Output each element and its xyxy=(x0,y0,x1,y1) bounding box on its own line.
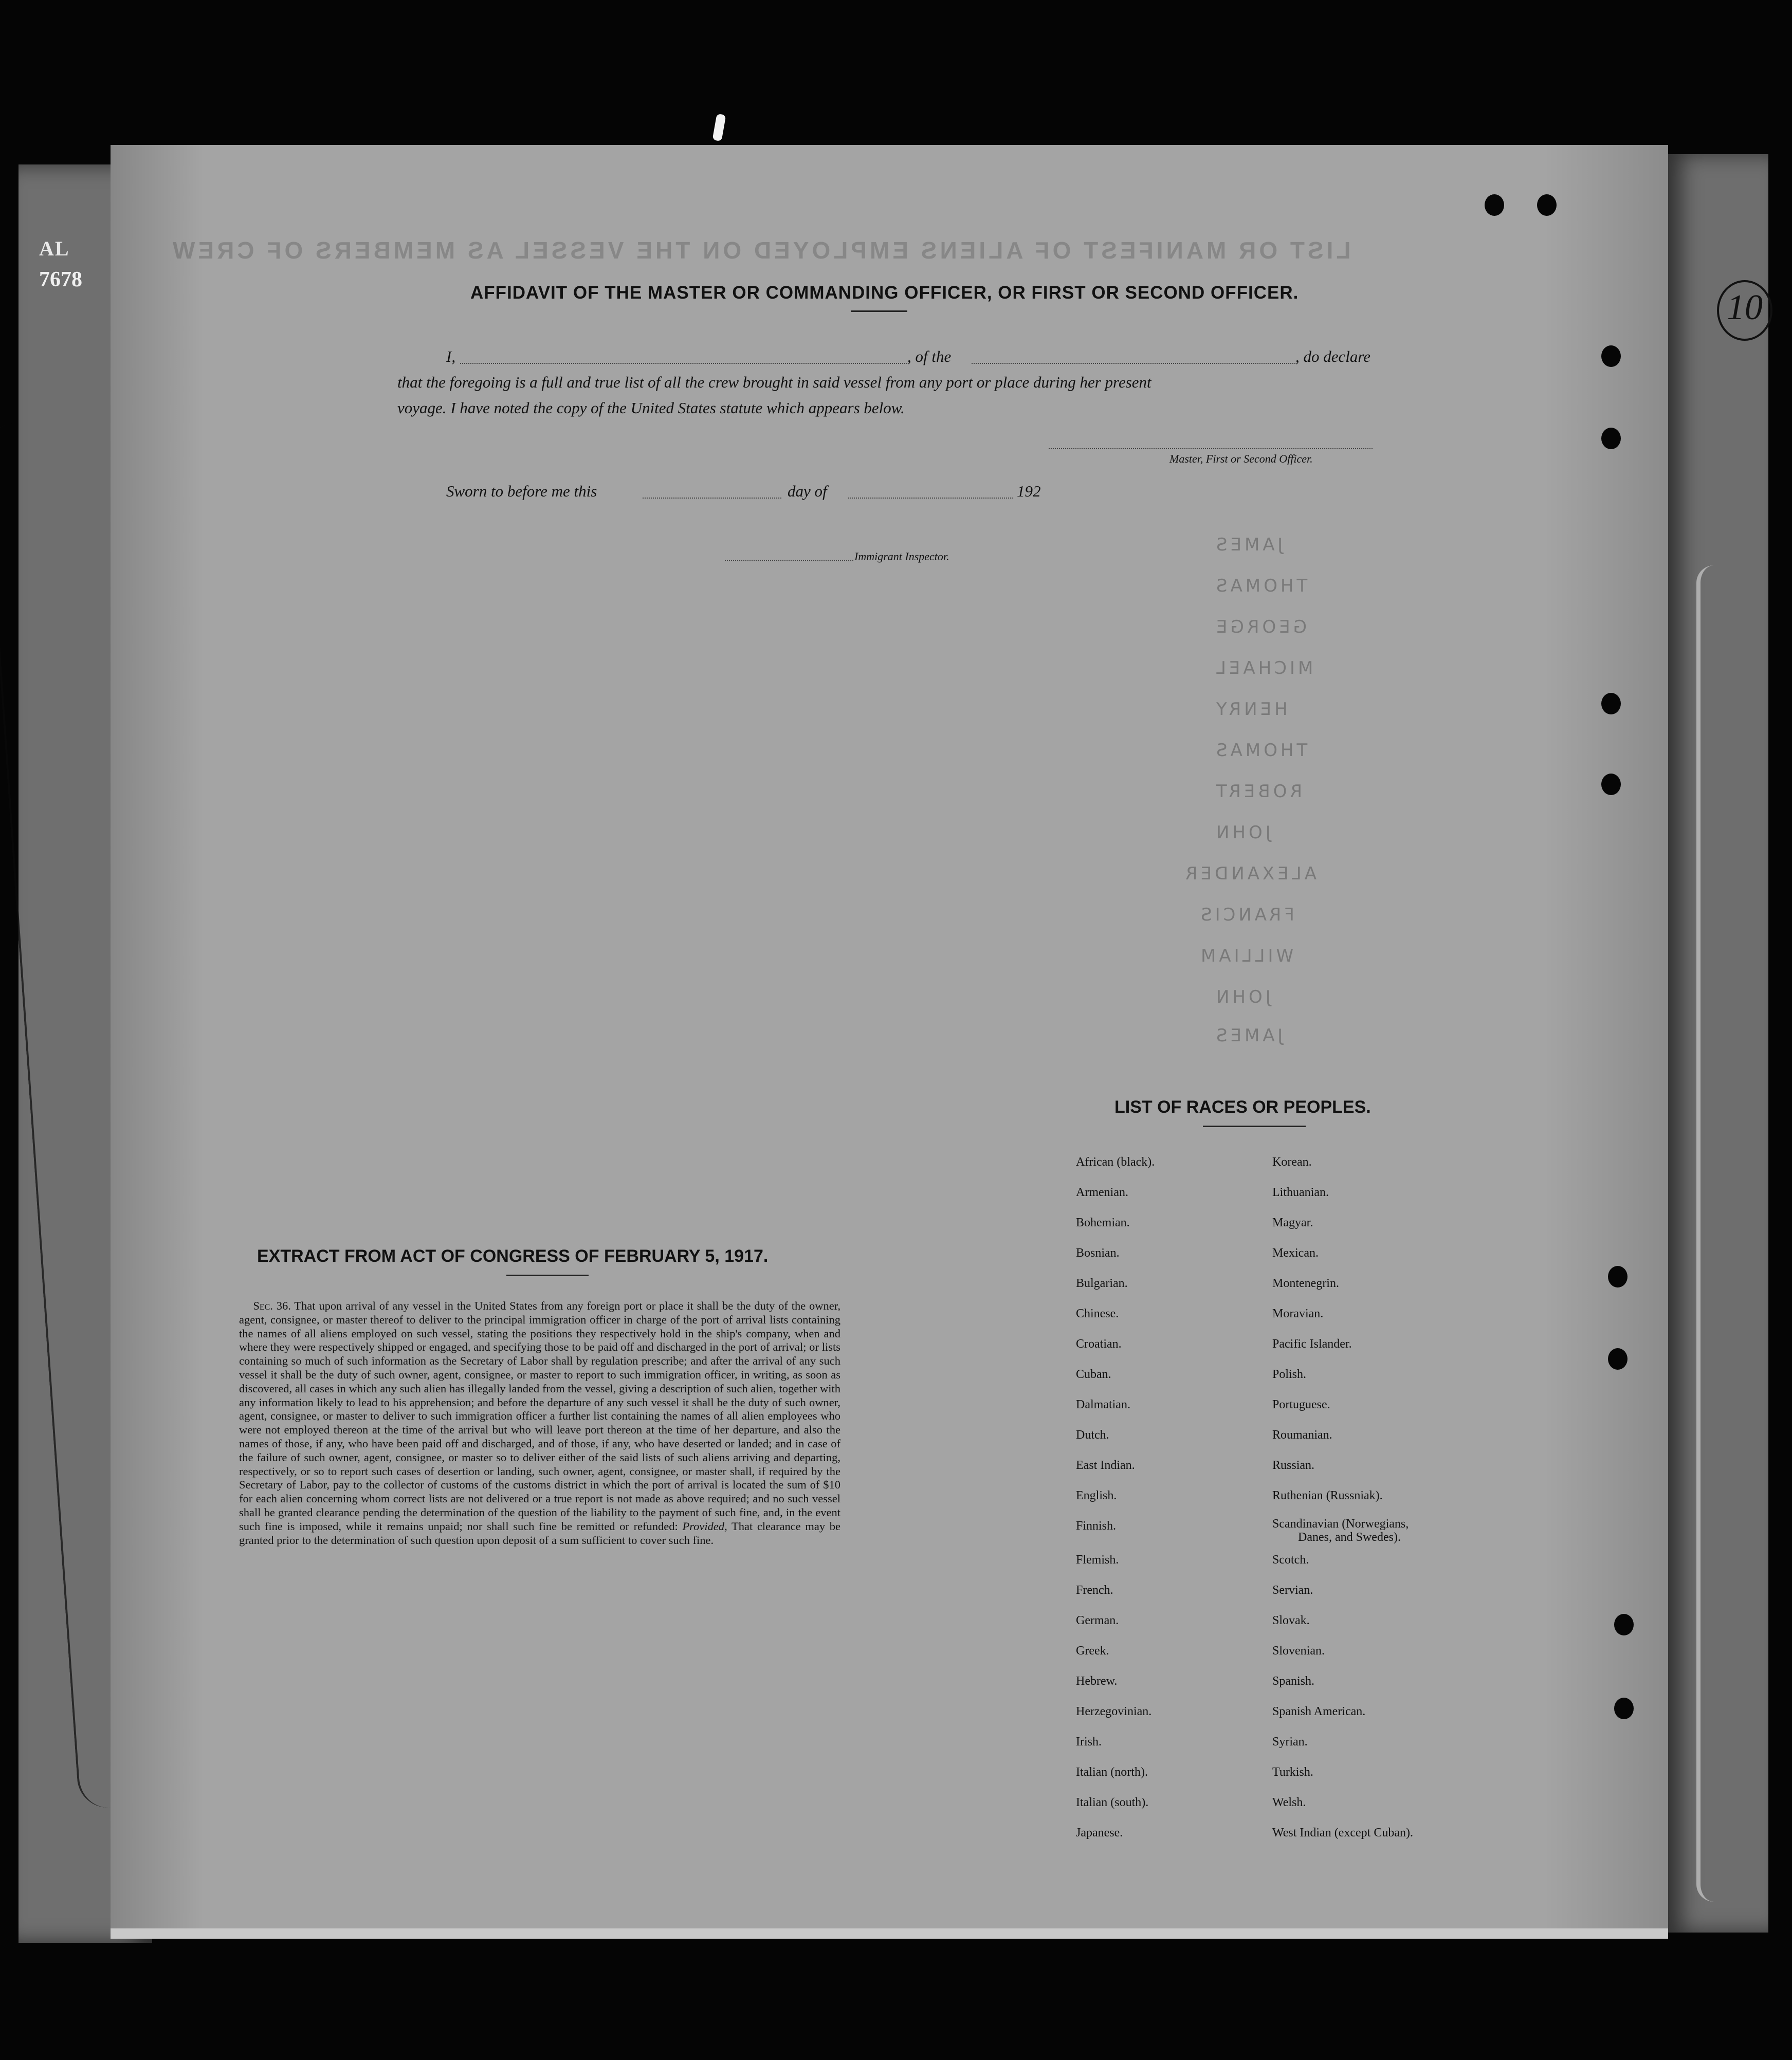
race-item: French. xyxy=(1076,1584,1113,1597)
race-item: German. xyxy=(1076,1614,1119,1627)
affidavit-declare: , do declare xyxy=(1295,347,1371,365)
master-name-line xyxy=(460,363,907,364)
punch-hole xyxy=(1608,1266,1628,1288)
race-item: Syrian. xyxy=(1272,1735,1308,1749)
punch-hole xyxy=(1601,428,1621,449)
race-item: Servian. xyxy=(1272,1584,1313,1597)
race-item: Herzegovinian. xyxy=(1076,1705,1152,1718)
statute-text xyxy=(239,1299,840,1547)
bleed-name: ROBERT xyxy=(1213,781,1303,802)
sworn-year: 192 xyxy=(1017,482,1041,500)
bleed-name: ALEXANDER xyxy=(1182,863,1316,884)
race-item: Russian. xyxy=(1272,1459,1315,1472)
race-item: Italian (south). xyxy=(1076,1796,1149,1809)
race-item: Spanish. xyxy=(1272,1675,1315,1688)
race-item: Irish. xyxy=(1076,1735,1102,1749)
sworn-month-line xyxy=(848,498,1013,499)
race-item: Cuban. xyxy=(1076,1368,1111,1381)
race-item: Magyar. xyxy=(1272,1216,1313,1229)
race-item: Hebrew. xyxy=(1076,1675,1118,1688)
bleed-name: MICHAEL xyxy=(1213,658,1313,678)
statute-body-1: That upon arrival of any vessel in the United States from any foreign port or place it shall be the duty of the owner, agent, consignee, or master thereof to deliver to the principal immigration officer in charge of the port of arrival lists containing the names of all aliens employed on such vessel, stating the positions they respectively hold in the ship's company, when and where they were respectively shipped or engaged, and specifying those to be paid off and discharged in the port of arrival; or lists containing so much of such information as the Secretary of Labor shall by regulation prescribe; and after the arrival of any such vessel it shall be the duty of such owner, agent, consignee, or master to report to such immigration officer, in writing, as soon as discovered, all cases in which any such alien has illegally landed from the vessel, giving a description of such alien, together with any information likely to lead to his apprehension; and before the departure of any such vessel it shall be the duty of such owner, agent, consignee, or master to deliver to such immigration officer a further list containing the names of all alien employees who were not employed thereon at the time of the arrival but who will leave port thereon at the time of her departure, and also the names of those, if any, who have been paid off and discharged, and of those, if any, who have deserted or landed; and in case of the failure of such owner, agent, consignee, or master so to deliver either of the said lists of such aliens arriving and departing, respectively, or so to report such cases of desertion or landing, such owner, agent, consignee, or master shall, if required by the Secretary of Labor, pay to the collector of customs of the customs district in which the port of arrival is located the sum of $10 for each alien concerning whom correct lists are not delivered or a true report is not made as above required; and no such vessel shall be granted clearance pending the determination of the question of the liability to the payment of such fine, and, in the event such fine is imposed, while it remains unpaid; nor shall such fine be remitted or refunded: xyxy=(239,1299,840,1533)
race-item: Slovenian. xyxy=(1272,1644,1325,1658)
race-item: Portuguese. xyxy=(1272,1398,1330,1411)
race-item: Bohemian. xyxy=(1076,1216,1130,1229)
sworn-day-line xyxy=(643,498,781,499)
race-item: Polish. xyxy=(1272,1368,1307,1381)
punch-hole xyxy=(1601,693,1621,714)
race-item: Moravian. xyxy=(1272,1307,1324,1320)
affidavit-i: I, xyxy=(446,347,456,365)
punch-hole xyxy=(1614,1698,1634,1719)
section-label: Sec. 36. xyxy=(253,1299,291,1312)
race-item: Scotch. xyxy=(1272,1553,1309,1567)
bleed-name: JOHN xyxy=(1213,987,1271,1007)
statute-provided: Provided, xyxy=(682,1519,727,1533)
bleed-name: JOHN xyxy=(1213,822,1271,843)
race-item: East Indian. xyxy=(1076,1459,1135,1472)
punch-hole xyxy=(1614,1614,1634,1635)
race-item: Finnish. xyxy=(1076,1519,1117,1533)
inspector-line xyxy=(725,560,853,561)
affidavit-line-2: that the foregoing is a full and true list of all the crew brought in said vessel from any port or place during her present xyxy=(397,373,1151,391)
race-item: Japanese. xyxy=(1076,1826,1123,1840)
vessel-name-line xyxy=(972,363,1295,364)
bleed-name: HENRY xyxy=(1213,699,1288,720)
race-item: Spanish American. xyxy=(1272,1705,1366,1718)
race-item: Montenegrin. xyxy=(1272,1277,1339,1290)
serial-number: 7678 xyxy=(39,268,82,291)
bleed-name: THOMAS xyxy=(1213,740,1308,761)
extract-title: EXTRACT FROM ACT OF CONGRESS OF FEBRUARY 5, 1917. xyxy=(257,1246,769,1266)
race-item: Bosnian. xyxy=(1076,1246,1120,1260)
punch-hole xyxy=(1485,194,1504,216)
affidavit-of-the: , of the xyxy=(907,347,952,365)
race-item: Pacific Islander. xyxy=(1272,1337,1352,1351)
race-item: Scandinavian (Norwegians, xyxy=(1272,1517,1409,1531)
race-item: Flemish. xyxy=(1076,1553,1119,1567)
bleed-name: WILLIAM xyxy=(1198,946,1294,966)
race-item: Welsh. xyxy=(1272,1796,1306,1809)
race-item: Dalmatian. xyxy=(1076,1398,1130,1411)
serial-prefix: AL xyxy=(39,237,70,260)
punch-hole xyxy=(1601,774,1621,795)
paper-edge-glare xyxy=(1696,565,1731,1902)
race-item: Chinese. xyxy=(1076,1307,1119,1320)
punch-hole xyxy=(1608,1348,1628,1370)
bleed-name: FRANCIS xyxy=(1198,905,1294,925)
race-item: Korean. xyxy=(1272,1155,1312,1169)
race-item: Turkish. xyxy=(1272,1765,1313,1779)
race-item: Croatian. xyxy=(1076,1337,1122,1351)
title-rule xyxy=(851,310,907,312)
title-rule xyxy=(506,1275,589,1276)
affidavit-line-3: voyage. I have noted the copy of the United States statute which appears below. xyxy=(397,399,905,417)
race-item: African (black). xyxy=(1076,1155,1155,1169)
bleed-name: JAMES xyxy=(1213,535,1283,555)
race-item: Roumanian. xyxy=(1272,1428,1332,1442)
title-rule xyxy=(1203,1126,1306,1127)
signer-label: Master, First or Second Officer. xyxy=(1169,452,1313,465)
sworn-day-of: day of xyxy=(788,482,827,500)
paper-damage-spot xyxy=(712,114,726,141)
race-item: Lithuanian. xyxy=(1272,1186,1329,1199)
race-item: West Indian (except Cuban). xyxy=(1272,1826,1413,1840)
race-item: English. xyxy=(1076,1489,1117,1502)
signature-line xyxy=(1049,448,1373,449)
race-item-continued: Danes, and Swedes). xyxy=(1298,1531,1401,1544)
page-number: 10 xyxy=(1717,280,1772,341)
sworn-text: Sworn to before me this xyxy=(446,482,597,500)
bleed-name: GEORGE xyxy=(1213,617,1307,637)
affidavit-title: AFFIDAVIT OF THE MASTER OR COMMANDING OFFICER, OR FIRST OR SECOND OFFICER. xyxy=(470,283,1299,303)
race-item: Slovak. xyxy=(1272,1614,1310,1627)
inspector-label: Immigrant Inspector. xyxy=(854,550,949,563)
race-item: Italian (north). xyxy=(1076,1765,1148,1779)
race-item: Dutch. xyxy=(1076,1428,1109,1442)
race-item: Bulgarian. xyxy=(1076,1277,1128,1290)
race-item: Armenian. xyxy=(1076,1186,1128,1199)
sheet-edge xyxy=(111,1928,1668,1939)
race-item: Greek. xyxy=(1076,1644,1109,1658)
statute-body-2: That clearance may be granted prior to the determination of such question upon deposit of a sum sufficient to cover such fine. xyxy=(239,1519,841,1547)
races-title: LIST OF RACES OR PEOPLES. xyxy=(1114,1097,1371,1117)
bleed-name: JAMES xyxy=(1213,1025,1283,1046)
race-item: Mexican. xyxy=(1272,1246,1319,1260)
bleed-through-title: LIST OR MANIFEST OF ALIENS EMPLOYED ON THE VESSEL AS MEMBERS OF CREW xyxy=(170,237,1351,264)
bleed-name: THOMAS xyxy=(1213,576,1308,596)
punch-hole xyxy=(1537,194,1557,216)
punch-hole xyxy=(1601,345,1621,367)
race-item: Ruthenian (Russniak). xyxy=(1272,1489,1383,1502)
